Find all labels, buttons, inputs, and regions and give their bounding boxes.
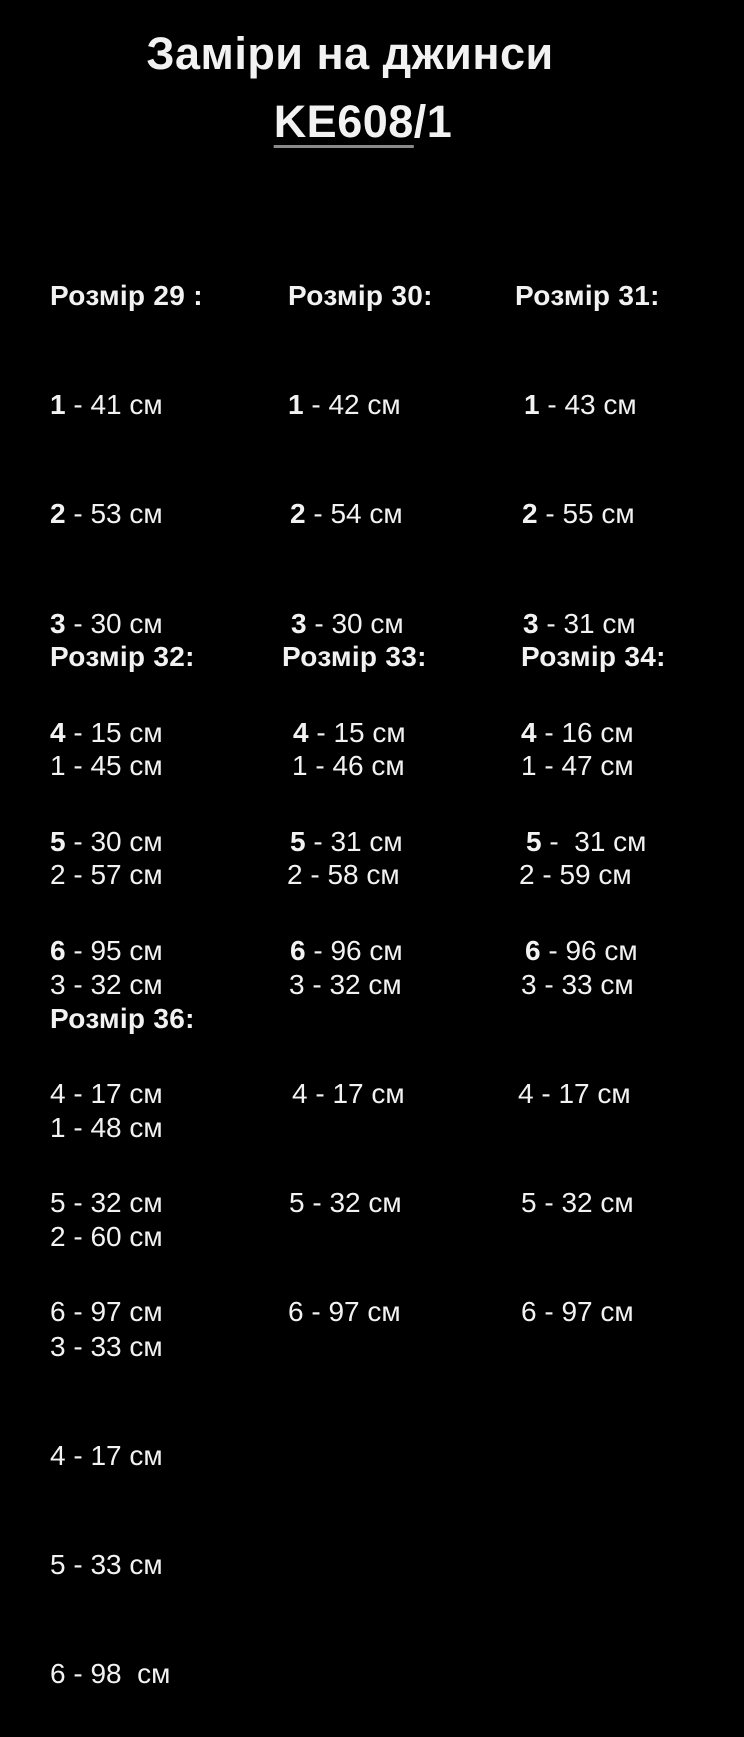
size-header: Розмір 31: <box>515 280 660 311</box>
measure-row: 3 - 33 см <box>521 968 634 1000</box>
measure-row: 6 - 98 см <box>50 1658 171 1690</box>
measure-row: 5 - 32 см <box>50 1187 163 1219</box>
measure-row: 2 - 58 см <box>287 859 400 891</box>
measure-row: 5 - 30 см <box>50 826 163 858</box>
measure-row: 2 - 60 см <box>50 1221 163 1253</box>
measure-row: 4 - 15 см <box>50 716 163 748</box>
measure-row: 1 - 41 см <box>50 389 163 420</box>
measure-row: 3 - 30 см <box>50 607 163 639</box>
measure-row: 2 - 59 см <box>519 859 632 891</box>
measure-row: 3 - 32 см <box>289 968 402 1000</box>
product-code <box>0 96 726 148</box>
size-header: Розмір 30: <box>288 280 433 311</box>
measure-row: 4 - 16 см <box>521 716 634 748</box>
measure-row: 1 - 46 см <box>292 750 405 781</box>
measure-row: 6 - 97 см <box>288 1296 401 1328</box>
product-code-main: KE608 <box>273 96 414 147</box>
measure-row: 4 - 17 см <box>50 1077 163 1109</box>
measure-row: 1 - 43 см <box>524 389 637 420</box>
size-36-block <box>50 940 195 1737</box>
measure-row: 2 - 55 см <box>522 498 635 530</box>
size-header: Розмір 29 : <box>50 280 203 311</box>
measure-row: 6 - 96 см <box>290 935 403 967</box>
measure-row: 4 - 17 см <box>292 1077 405 1109</box>
measure-row: 3 - 33 см <box>50 1330 163 1362</box>
size-header: Розмір 36: <box>50 1003 195 1034</box>
measure-row: 5 - 32 см <box>521 1187 634 1219</box>
size-header: Розмір 32: <box>50 641 195 672</box>
page-title: Заміри на джинси <box>146 28 554 79</box>
measure-row: 6 - 96 см <box>525 935 638 967</box>
measure-row: 4 - 17 см <box>518 1077 631 1109</box>
measure-row: 6 - 95 см <box>50 935 163 967</box>
measure-row: 5 - 32 см <box>289 1187 402 1219</box>
measure-row: 2 - 54 см <box>290 498 403 530</box>
measure-row: 2 - 57 см <box>50 859 163 891</box>
measure-row: 5 - 31 см <box>290 826 403 858</box>
size-header: Розмір 33: <box>282 641 427 672</box>
size-header: Розмір 34: <box>521 641 666 672</box>
measure-row: 6 - 97 см <box>50 1296 163 1328</box>
measure-row: 5 - 33 см <box>50 1549 163 1581</box>
size-33-block <box>282 578 427 1375</box>
measure-row: 1 - 48 см <box>50 1112 163 1143</box>
measure-row: 3 - 30 см <box>291 607 404 639</box>
product-code-suffix: /1 <box>413 96 453 147</box>
size-34-block <box>518 578 666 1375</box>
measure-row: 5 - 31 см <box>526 826 647 858</box>
measure-row: 4 - 17 см <box>50 1439 163 1471</box>
measure-row: 2 - 53 см <box>50 498 163 530</box>
measure-row: 1 - 47 см <box>521 750 634 781</box>
measure-row: 1 - 42 см <box>288 389 401 420</box>
measure-row: 4 - 15 см <box>293 716 406 748</box>
measure-row: 3 - 31 см <box>523 607 636 639</box>
measure-row: 3 - 32 см <box>50 968 163 1000</box>
measure-row: 6 - 97 см <box>521 1296 634 1328</box>
measure-row: 1 - 45 см <box>50 750 163 781</box>
